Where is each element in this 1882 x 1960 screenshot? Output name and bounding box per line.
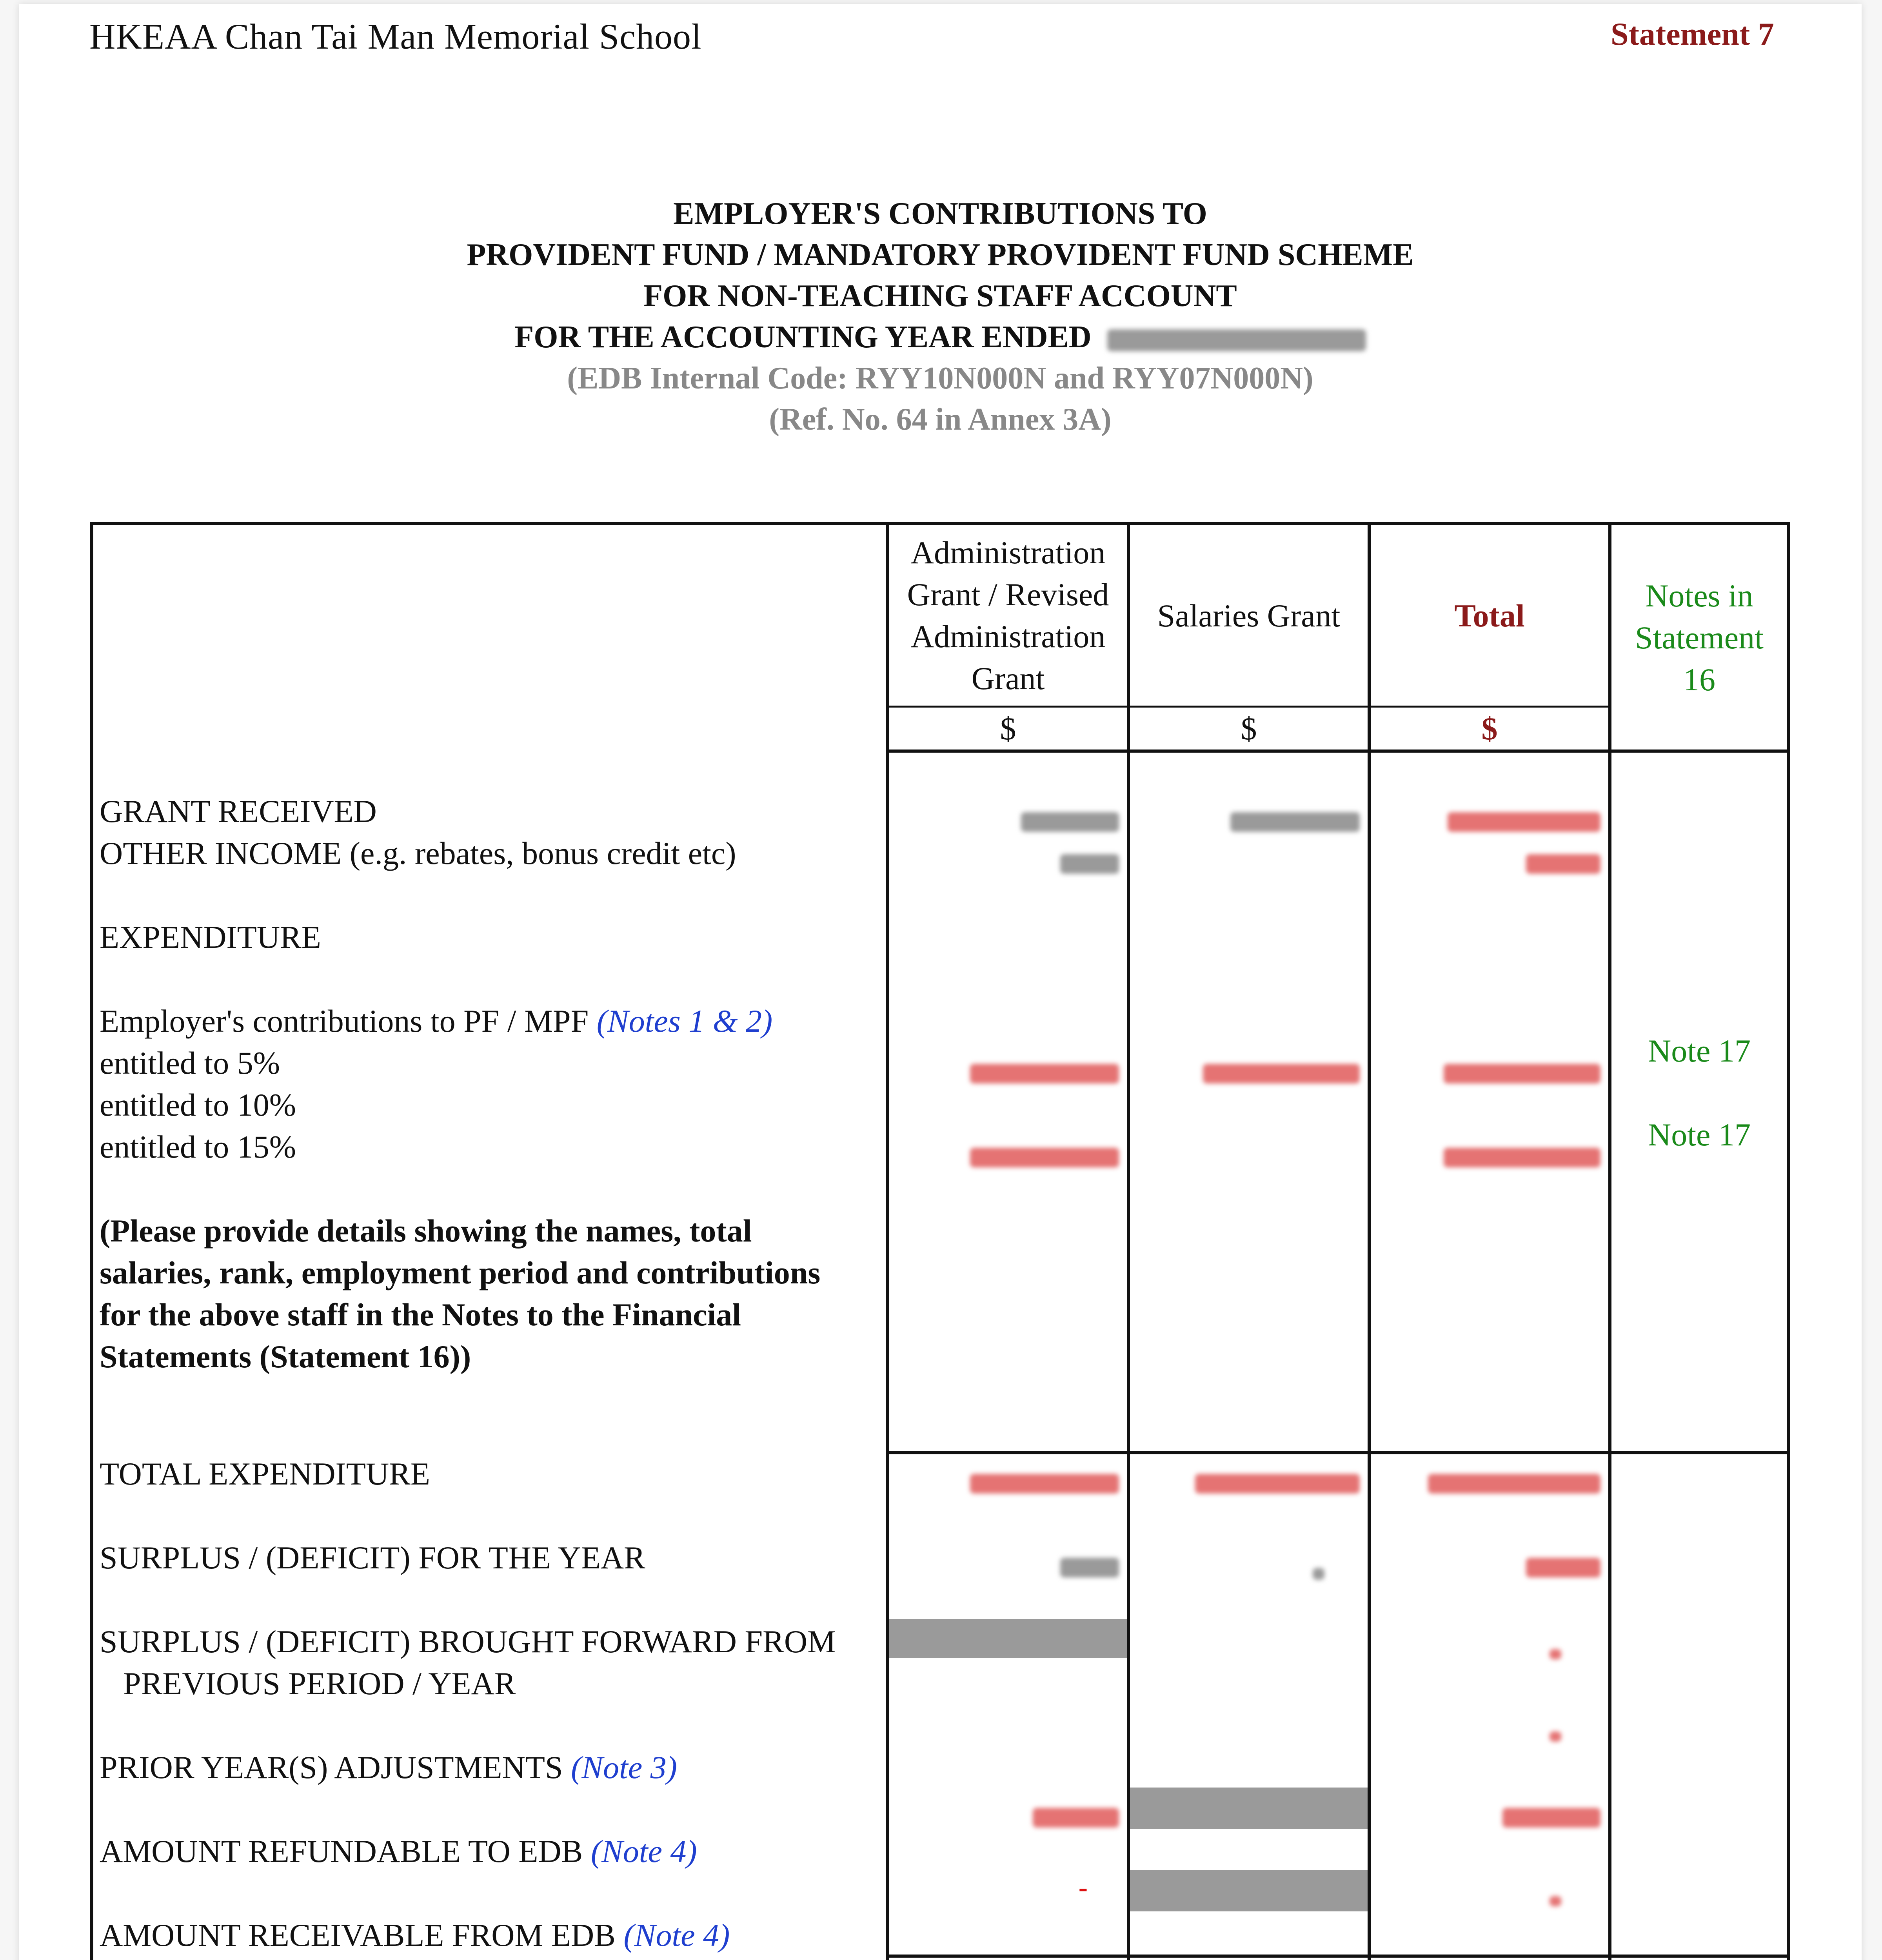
row-receivable: AMOUNT RECEIVABLE FROM EDB (Note 4) xyxy=(100,1917,730,1953)
redacted-value xyxy=(1526,1558,1600,1577)
row-surplus-bf: SURPLUS / (DEFICIT) BROUGHT FORWARD FROM PREVIOUS PERIOD / YEAR xyxy=(100,1624,836,1701)
details-instruction: (Please provide details showing the names, total salaries, rank, employment period and contributions for the above staff in the Notes to the Financial Statements (Statement 16)) xyxy=(100,1213,821,1374)
redacted-value xyxy=(1428,1474,1600,1494)
redacted-value xyxy=(1444,1064,1600,1083)
row-expenditure: EXPENDITURE xyxy=(100,919,321,955)
redacted-value xyxy=(1444,1148,1600,1167)
notes-col-section-1 xyxy=(1610,751,1789,1453)
row-carried-forward xyxy=(92,1956,888,1960)
redacted-value xyxy=(1526,854,1600,874)
redacted-value xyxy=(1060,854,1119,874)
redacted-value xyxy=(1448,812,1600,832)
carried-salaries-dash xyxy=(1128,1956,1369,1960)
admin-values-1 xyxy=(888,751,1128,1453)
currency-total: $ xyxy=(1369,707,1610,751)
col-header-notes: Notes in Statement 16 xyxy=(1610,524,1789,751)
redacted-value xyxy=(1203,1064,1360,1083)
redacted-value xyxy=(1021,812,1119,832)
title-line-6: (Ref. No. 64 in Annex 3A) xyxy=(769,402,1112,437)
redacted-year-end xyxy=(1107,329,1366,351)
currency-salaries: $ xyxy=(1128,707,1369,751)
redacted-value xyxy=(970,1148,1119,1167)
total-values-2 xyxy=(1369,1453,1610,1956)
row-grant-received: GRANT RECEIVED xyxy=(100,793,377,829)
note17-5pct: Note 17 xyxy=(1648,1033,1751,1069)
redacted-value xyxy=(1550,1649,1561,1659)
redacted-value xyxy=(1195,1474,1360,1494)
title-line-1: EMPLOYER'S CONTRIBUTIONS TO xyxy=(673,196,1207,231)
school-name: HKEAA Chan Tai Man Memorial School xyxy=(89,16,702,56)
row-entitled-15: entitled to 15% xyxy=(100,1129,296,1165)
row-entitled-5: entitled to 5% xyxy=(100,1045,280,1081)
carried-notes-cell xyxy=(1610,1956,1789,1960)
redacted-value xyxy=(1550,1731,1561,1742)
redacted-value xyxy=(1230,812,1360,832)
page xyxy=(19,4,1862,1960)
redacted-value xyxy=(1060,1558,1119,1577)
carried-admin-na xyxy=(888,1956,1128,1960)
row-other-income: OTHER INCOME (e.g. rebates, bonus credit etc) xyxy=(100,835,736,871)
total-values-1 xyxy=(1369,751,1610,1453)
redacted-value xyxy=(1502,1808,1600,1828)
row-total-expenditure: TOTAL EXPENDITURE xyxy=(100,1456,430,1492)
salaries-values-1 xyxy=(1128,751,1369,1453)
row-refundable: AMOUNT REFUNDABLE TO EDB (Note 4) xyxy=(100,1833,697,1869)
note17-15pct: Note 17 xyxy=(1648,1117,1751,1152)
receivable-admin-dash: - xyxy=(1078,1873,1088,1903)
labels-section-1 xyxy=(92,751,888,1453)
title-line-4: FOR THE ACCOUNTING YEAR ENDED xyxy=(19,319,1862,355)
title-line-2: PROVIDENT FUND / MANDATORY PROVIDENT FUND SCHEME xyxy=(467,238,1414,272)
row-entitled-10: entitled to 10% xyxy=(100,1087,296,1123)
currency-admin: $ xyxy=(888,707,1128,751)
header-blank-cell xyxy=(92,524,888,751)
redacted-value xyxy=(970,1474,1119,1494)
notes-col-section-2 xyxy=(1610,1453,1789,1956)
redacted-value xyxy=(1550,1896,1561,1906)
admin-values-2 xyxy=(888,1453,1128,1956)
shaded-cell xyxy=(889,1619,1127,1658)
redacted-value xyxy=(970,1064,1119,1083)
statement-label: Statement 7 xyxy=(1611,16,1774,52)
redacted-value xyxy=(1313,1568,1324,1580)
col-header-total: Total xyxy=(1369,524,1610,707)
labels-section-2 xyxy=(92,1453,888,1956)
carried-total-dash xyxy=(1369,1956,1610,1960)
row-surplus-year: SURPLUS / (DEFICIT) FOR THE YEAR xyxy=(100,1540,645,1575)
salaries-values-2 xyxy=(1128,1453,1369,1956)
shaded-cell xyxy=(1130,1870,1368,1911)
row-prior-adj: PRIOR YEAR(S) ADJUSTMENTS (Note 3) xyxy=(100,1749,678,1785)
title-line-5: (EDB Internal Code: RYY10N000N and RYY07N000N) xyxy=(567,361,1313,396)
redacted-value xyxy=(1033,1808,1119,1828)
col-header-salaries: Salaries Grant xyxy=(1128,524,1369,707)
shaded-cell xyxy=(1130,1788,1368,1829)
col-header-admin: Administration Grant / Revised Administration Grant xyxy=(888,524,1128,707)
contributions-table xyxy=(90,522,1790,1960)
title-line-3: FOR NON-TEACHING STAFF ACCOUNT xyxy=(643,279,1237,313)
row-employer-contrib: Employer's contributions to PF / MPF (Notes 1 & 2) xyxy=(100,1003,773,1039)
